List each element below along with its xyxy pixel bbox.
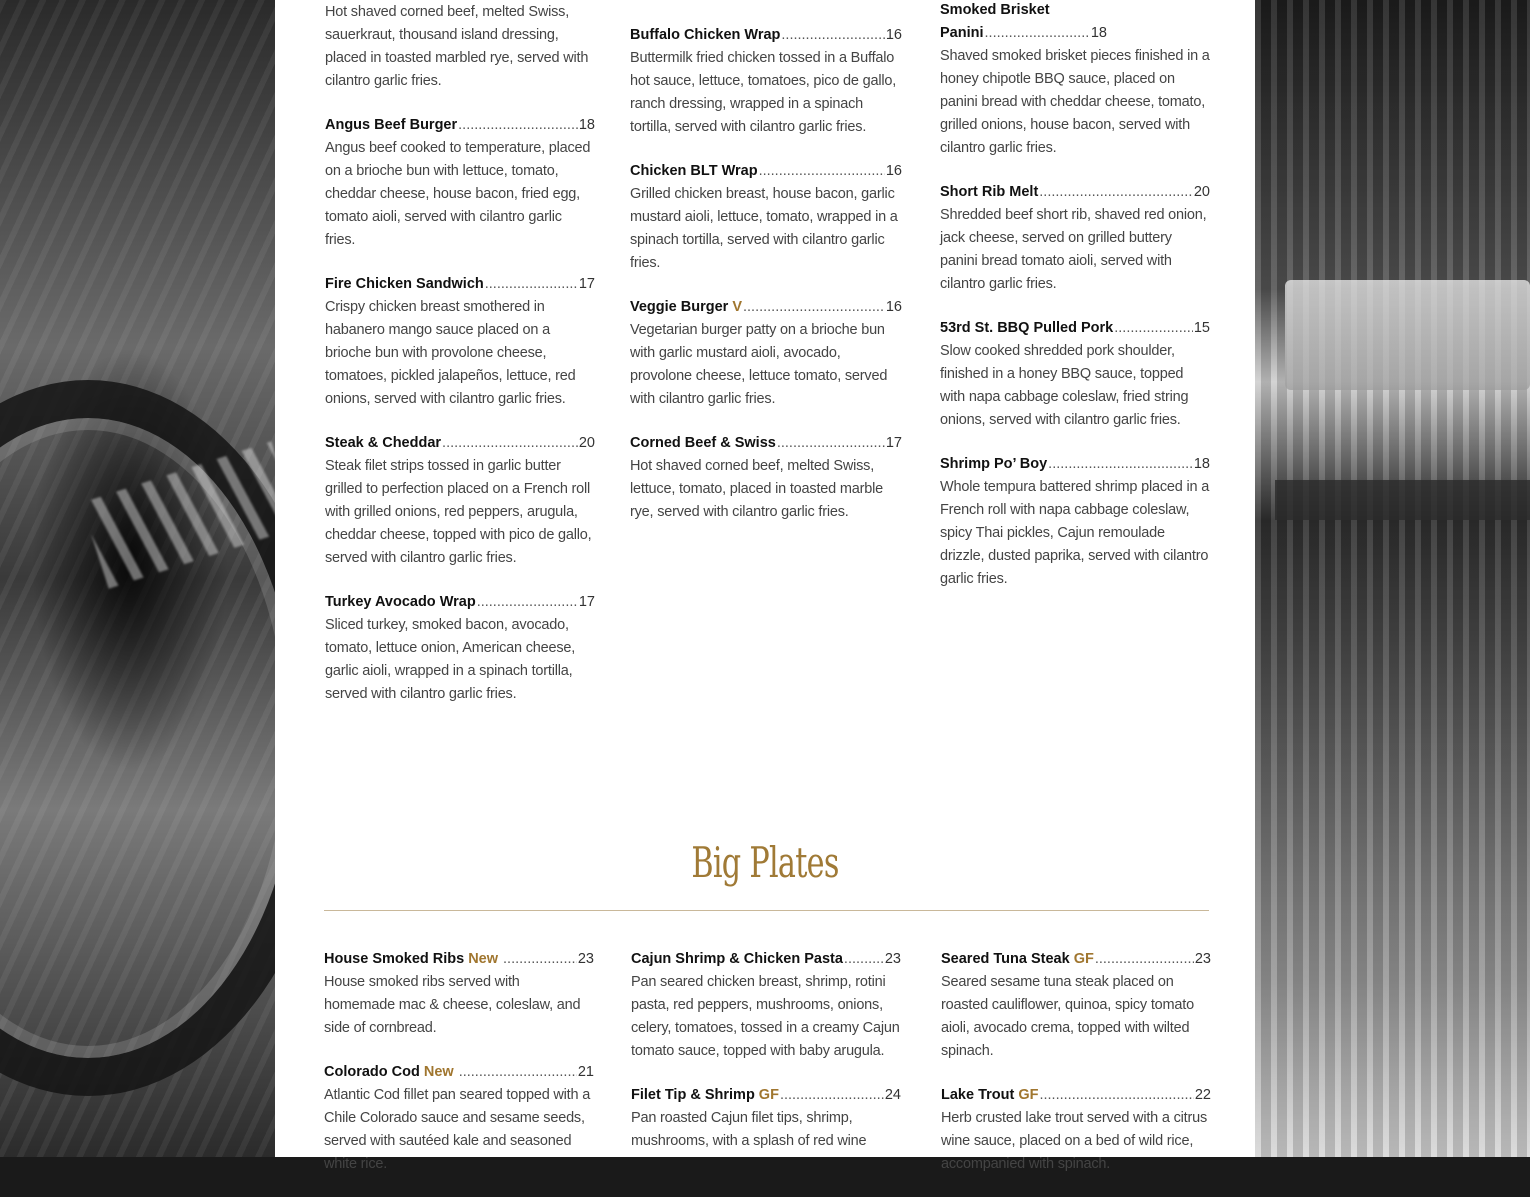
item-description: Buttermilk fried chicken tossed in a Buffalo hot sauce, lettuce, tomatoes, pico de gallo, ranch dressing, wrapped in a spinach tortilla, served with cilantro garlic fries. (630, 50, 897, 135)
big-plates-column-3 (941, 948, 1211, 1197)
item-header (940, 317, 1210, 340)
item-name: Steak & Cheddar (325, 435, 442, 451)
item-description: Crispy chicken breast smothered in habanero mango sauce placed on a brioche bun with provolone cheese, tomatoes, pickled jalapeños, lettuce, red onions, served with cilantro garlic fries. (325, 299, 576, 407)
item-price: 18 (578, 117, 595, 133)
item-description: Steak filet strips tossed in garlic butter grilled to perfection placed on a French roll with grilled onions, red peppers, arugula, cheddar cheese, topped with pico de gallo, served with cilantro garlic fries. (325, 458, 592, 566)
item-name: Angus Beef Burger (325, 117, 458, 133)
item-price: 20 (1193, 184, 1210, 200)
big-plates-column-1 (324, 948, 594, 1197)
item-price: 23 (577, 951, 594, 967)
menu-item (630, 296, 902, 411)
item-header (325, 114, 595, 137)
section-divider (324, 910, 1209, 911)
item-description: Atlantic Cod fillet pan seared topped with a Chile Colorado sauce and sesame seeds, served with sautéed kale and seasoned white rice. (324, 1087, 591, 1172)
menu-panel (275, 0, 1255, 1172)
item-description: Herb crusted lake trout served with a citrus wine sauce, placed on a bed of wild rice, accompanied with spinach. (941, 1110, 1208, 1172)
menu-item (630, 432, 902, 524)
item-name: Colorado Cod (324, 1064, 420, 1080)
item-name: Cajun Shrimp & Chicken Pasta (631, 951, 843, 967)
item-header (940, 181, 1210, 204)
dot-leader (503, 948, 577, 971)
item-name: Fire Chicken Sandwich (325, 276, 484, 292)
item-header (941, 948, 1211, 971)
item-header (630, 296, 902, 319)
menu-item (940, 317, 1210, 432)
background-photo-right (1255, 0, 1530, 1157)
sandwich-column-1 (325, 1, 595, 727)
item-name: Corned Beef & Swiss (630, 435, 776, 451)
item-description: Grilled chicken breast, house bacon, garlic mustard aioli, lettuce, tomato, wrapped in a spinach tortilla, served with cilantro garlic fries. (630, 186, 898, 271)
item-header (324, 948, 594, 971)
background-bar-shape (1275, 480, 1530, 520)
item-header (941, 1084, 1211, 1107)
sandwich-column-3 (940, 0, 1210, 612)
dot-leader (844, 948, 884, 971)
item-name: Short Rib Melt (940, 184, 1039, 200)
item-description: Hot shaved corned beef, melted Swiss, sauerkraut, thousand island dressing, placed in toasted marbled rye, served with cilantro garlic fries. (325, 4, 589, 89)
item-description: Seared sesame tuna steak placed on roasted cauliflower, quinoa, spicy tomato aioli, avocado crema, topped with wilted spinach. (941, 974, 1194, 1059)
item-name: Panini (940, 25, 984, 41)
item-header (631, 1084, 901, 1107)
dot-leader (1048, 453, 1193, 476)
item-name: 53rd St. BBQ Pulled Pork (940, 320, 1114, 336)
menu-item (941, 948, 1211, 1063)
item-price: 17 (578, 276, 595, 292)
item-name: Buffalo Chicken Wrap (630, 27, 781, 43)
item-price: 17 (578, 594, 595, 610)
menu-item (940, 181, 1210, 296)
item-description: Sliced turkey, smoked bacon, avocado, tomato, lettuce onion, American cheese, garlic aioli, wrapped in a spinach tortilla, served with cilantro garlic fries. (325, 617, 576, 702)
item-header (325, 591, 595, 614)
dot-leader (985, 22, 1090, 45)
item-name: Shrimp Po’ Boy (940, 456, 1048, 472)
item-name: Lake Trout (941, 1087, 1015, 1103)
item-description: Pan roasted Cajun filet tips, shrimp, mushrooms, with a splash of red wine (631, 1110, 867, 1149)
dot-leader (780, 1084, 884, 1107)
menu-item (630, 160, 902, 275)
item-header (324, 1061, 594, 1084)
dot-leader (459, 1061, 577, 1084)
item-header (325, 273, 595, 296)
section-title-big-plates: Big Plates (691, 838, 839, 887)
item-price: 16 (885, 299, 902, 315)
menu-item (325, 114, 595, 252)
menu-item (631, 1084, 901, 1153)
item-header (631, 948, 901, 971)
menu-item (941, 1084, 1211, 1176)
gluten-free-badge: GF (758, 1087, 779, 1103)
item-header (940, 0, 1210, 22)
menu-item (324, 1061, 594, 1176)
item-price: 16 (885, 27, 902, 43)
item-description: Shaved smoked brisket pieces finished in a honey chipotle BBQ sauce, placed on panini bread with cheddar cheese, tomato, grilled onions, house bacon, served with cilantro garlic fries. (940, 48, 1210, 156)
sandwich-column-2 (630, 24, 902, 545)
new-badge: New (468, 951, 499, 967)
item-header (325, 432, 595, 455)
item-price: 16 (885, 163, 902, 179)
item-description: Angus beef cooked to temperature, placed on a brioche bun with lettuce, tomato, cheddar cheese, house bacon, fried egg, tomato aioli, served with cilantro garlic fries. (325, 140, 591, 248)
item-price: 17 (885, 435, 902, 451)
item-name: Veggie Burger (630, 299, 729, 315)
dot-leader (781, 24, 884, 47)
new-badge: New (423, 1064, 454, 1080)
item-description: Hot shaved corned beef, melted Swiss, lettuce, tomato, placed in toasted marble rye, served with cilantro garlic fries. (630, 458, 883, 520)
item-price: 24 (884, 1087, 901, 1103)
big-plates-column-2 (631, 948, 901, 1174)
item-header (630, 24, 902, 47)
item-price: 23 (1194, 951, 1211, 967)
item-name: Seared Tuna Steak (941, 951, 1070, 967)
dot-leader (477, 591, 578, 614)
item-price: 21 (577, 1064, 594, 1080)
menu-item (324, 948, 594, 1040)
item-description: Shredded beef short rib, shaved red onion, jack cheese, served on grilled buttery panini bread tomato aioli, served with cilantro garlic fries. (940, 207, 1207, 292)
item-name: House Smoked Ribs (324, 951, 465, 967)
item-price: 18 (1193, 456, 1210, 472)
item-header (630, 432, 902, 455)
dot-leader (1114, 317, 1193, 340)
dot-leader (485, 273, 578, 296)
item-name: Turkey Avocado Wrap (325, 594, 476, 610)
background-plate-shape (1285, 280, 1530, 390)
gluten-free-badge: GF (1018, 1087, 1039, 1103)
menu-item (940, 453, 1210, 591)
dot-leader (442, 432, 578, 455)
item-header (630, 160, 902, 183)
item-header (940, 453, 1210, 476)
item-name: Filet Tip & Shrimp (631, 1087, 755, 1103)
item-price: 15 (1193, 320, 1210, 336)
dot-leader (759, 160, 885, 183)
vegetarian-badge: V (732, 299, 742, 315)
menu-item (325, 273, 595, 411)
menu-item (325, 432, 595, 570)
menu-item (325, 1, 595, 93)
gluten-free-badge: GF (1073, 951, 1094, 967)
menu-item (325, 591, 595, 706)
dot-leader (1039, 181, 1193, 204)
item-description: Pan seared chicken breast, shrimp, rotini pasta, red peppers, mushrooms, onions, celery, tomatoes, tossed in a creamy Cajun tomato sauce, topped with baby arugula. (631, 974, 900, 1059)
background-photo-left (0, 0, 275, 1157)
item-description: House smoked ribs served with homemade mac & cheese, coleslaw, and side of cornbread. (324, 974, 581, 1036)
item-price: 20 (578, 435, 595, 451)
dot-leader (1039, 1084, 1193, 1107)
menu-item (631, 948, 901, 1063)
item-header (940, 22, 1107, 45)
dot-leader (743, 296, 885, 319)
item-description: Whole tempura battered shrimp placed in a French roll with napa cabbage coleslaw, spicy Thai pickles, Cajun remoulade drizzle, dusted paprika, served with cilantro garlic fries. (940, 479, 1210, 587)
dot-leader (458, 114, 578, 137)
item-name: Chicken BLT Wrap (630, 163, 758, 179)
item-description: Vegetarian burger patty on a brioche bun with garlic mustard aioli, avocado, provolone cheese, lettuce tomato, served with cilantro garlic fries. (630, 322, 888, 407)
item-description: Slow cooked shredded pork shoulder, finished in a honey BBQ sauce, topped with napa cabbage coleslaw, fried string onions, served with cilantro garlic fries. (940, 343, 1189, 428)
menu-item (940, 0, 1210, 160)
item-name: Smoked Brisket (940, 2, 1050, 18)
item-price: 22 (1194, 1087, 1211, 1103)
dot-leader (777, 432, 885, 455)
dot-leader (1095, 948, 1194, 971)
item-price: 23 (884, 951, 901, 967)
menu-item (630, 24, 902, 139)
item-price: 18 (1090, 25, 1107, 41)
